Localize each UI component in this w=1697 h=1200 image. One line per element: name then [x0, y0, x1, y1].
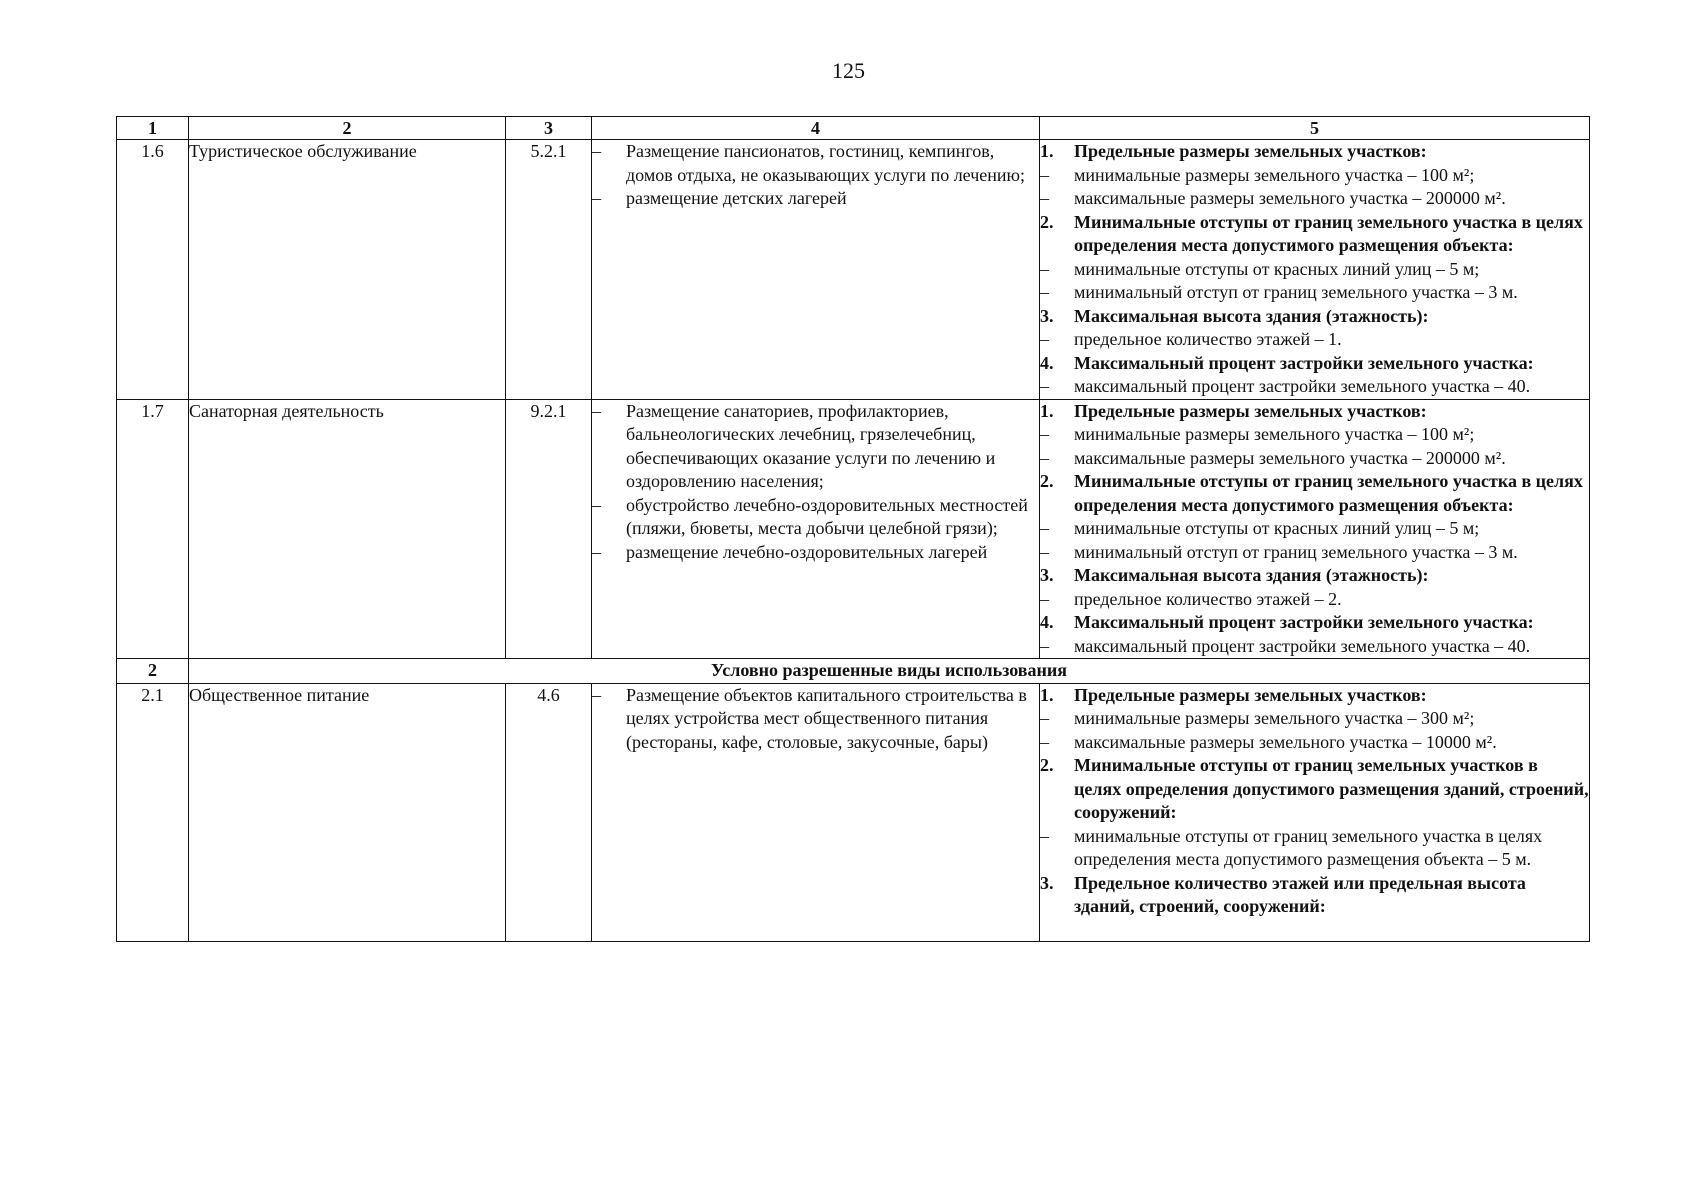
list-text: размещение лечебно-оздоровительных лагерей: [626, 541, 988, 562]
list-text: Максимальный процент застройки земельного участка:: [1074, 612, 1534, 632]
list-marker: –: [592, 188, 601, 208]
parameter-heading: [1040, 684, 1589, 708]
description-item: [592, 400, 1039, 494]
use-type-code: 4.6: [506, 683, 592, 941]
column-header: 2: [189, 117, 506, 140]
list-marker: 3.: [1040, 565, 1054, 585]
parameter-item: [1040, 328, 1589, 352]
parameter-item: [1040, 281, 1589, 305]
description-item: [592, 541, 1039, 565]
use-type-name: Туристическое обслуживание: [189, 140, 506, 400]
parameter-item: [1040, 164, 1589, 188]
use-type-name: Общественное питание: [189, 683, 506, 941]
table-row: [117, 140, 1590, 400]
use-type-code: 5.2.1: [506, 140, 592, 400]
list-marker: –: [1040, 731, 1049, 752]
list-marker: –: [1040, 258, 1049, 279]
parameter-heading: [1040, 611, 1589, 635]
row-number: 1.6: [117, 140, 189, 400]
list-text: обустройство лечебно-оздоровительных местностей (пляжи, бюветы, места добычи целебной грязи);: [626, 494, 1028, 538]
parameter-item: [1040, 588, 1589, 612]
parameter-item: [1040, 635, 1589, 659]
row-number: 2.1: [117, 683, 189, 941]
parameter-item: [1040, 825, 1589, 872]
parameter-item: [1040, 731, 1589, 755]
description-item: [592, 494, 1039, 541]
use-type-name: Санаторная деятельность: [189, 399, 506, 659]
column-header: 3: [506, 117, 592, 140]
list-marker: 3.: [1040, 305, 1054, 326]
list-text: предельное количество этажей – 2.: [1074, 588, 1342, 609]
list-marker: 4.: [1040, 352, 1054, 373]
list-marker: –: [1040, 282, 1049, 302]
section-number: 2: [117, 659, 189, 684]
list-marker: –: [592, 141, 601, 161]
list-marker: –: [592, 400, 601, 421]
list-marker: –: [1040, 329, 1049, 349]
list-marker: –: [592, 494, 601, 515]
list-text: минимальные размеры земельного участка – 100 м²;: [1074, 424, 1475, 444]
parameter-item: [1040, 541, 1589, 565]
list-text: минимальные размеры земельного участка – 100 м²;: [1074, 164, 1475, 185]
list-text: Максимальная высота здания (этажность):: [1074, 305, 1429, 326]
parameter-item: [1040, 447, 1589, 471]
table-header-row: [117, 117, 1590, 140]
parameter-heading: [1040, 872, 1589, 919]
list-text: Предельное количество этажей или предельная высота зданий, строений, сооружений:: [1074, 872, 1526, 916]
parameter-item: [1040, 375, 1589, 399]
list-marker: 2.: [1040, 755, 1054, 775]
list-text: Предельные размеры земельных участков:: [1074, 684, 1427, 705]
zoning-table: [116, 116, 1590, 942]
parameter-item: [1040, 423, 1589, 447]
section-title: Условно разрешенные виды использования: [189, 659, 1590, 684]
list-marker: –: [1040, 825, 1049, 846]
list-text: минимальные отступы от красных линий улиц – 5 м;: [1074, 518, 1480, 538]
list-marker: –: [1040, 447, 1049, 468]
list-marker: –: [1040, 588, 1049, 609]
parameter-item: [1040, 517, 1589, 541]
list-text: Предельные размеры земельных участков:: [1074, 400, 1427, 421]
list-text: Размещение объектов капитального строительства в целях устройства мест общественного питания (рестораны, кафе, столовые, закусочные, бары): [626, 684, 1027, 752]
parameter-item: [1040, 187, 1589, 211]
list-marker: 1.: [1040, 684, 1054, 705]
use-parameters: [1040, 683, 1590, 941]
list-marker: –: [1040, 164, 1049, 185]
parameter-heading: [1040, 470, 1589, 517]
use-description: [592, 399, 1040, 659]
parameter-heading: [1040, 352, 1589, 376]
list-text: максимальные размеры земельного участка – 10000 м².: [1074, 731, 1497, 752]
table-row: [117, 683, 1590, 941]
list-marker: –: [1040, 518, 1049, 538]
row-number: 1.7: [117, 399, 189, 659]
column-header: 4: [592, 117, 1040, 140]
list-text: Минимальные отступы от границ земельного участка в целях определения места допустимого размещения объекта:: [1074, 471, 1583, 515]
parameter-item: [1040, 707, 1589, 731]
list-marker: –: [1040, 424, 1049, 444]
list-text: размещение детских лагерей: [626, 188, 847, 208]
parameter-heading: [1040, 564, 1589, 588]
list-marker: –: [1040, 188, 1049, 208]
description-item: [592, 140, 1039, 187]
list-marker: 3.: [1040, 872, 1054, 893]
list-marker: 2.: [1040, 471, 1054, 491]
list-text: Размещение санаториев, профилакториев, бальнеологических лечебниц, грязелечебниц, обеспечивающих оказание услуги по лечению и оздоровлению населения;: [626, 400, 996, 491]
list-marker: –: [1040, 541, 1049, 562]
list-text: максимальный процент застройки земельного участка – 40.: [1074, 635, 1531, 656]
parameter-heading: [1040, 754, 1589, 825]
table-row: [117, 399, 1590, 659]
column-header: 1: [117, 117, 189, 140]
list-text: предельное количество этажей – 1.: [1074, 329, 1342, 349]
parameter-item: [1040, 258, 1589, 282]
list-text: Максимальная высота здания (этажность):: [1074, 565, 1429, 585]
list-marker: 1.: [1040, 141, 1054, 161]
list-text: Размещение пансионатов, гостиниц, кемпингов, домов отдыха, не оказывающих услуги по лечению;: [626, 141, 1025, 185]
list-text: Максимальный процент застройки земельного участка:: [1074, 352, 1534, 373]
parameter-heading: [1040, 211, 1589, 258]
use-type-code: 9.2.1: [506, 399, 592, 659]
parameter-heading: [1040, 305, 1589, 329]
list-text: максимальные размеры земельного участка – 200000 м².: [1074, 188, 1506, 208]
parameter-heading: [1040, 140, 1589, 164]
use-description: [592, 683, 1040, 941]
list-text: минимальные размеры земельного участка – 300 м²;: [1074, 708, 1475, 728]
list-marker: –: [1040, 635, 1049, 656]
list-text: Предельные размеры земельных участков:: [1074, 141, 1427, 161]
list-marker: 1.: [1040, 400, 1054, 421]
list-marker: –: [592, 684, 601, 705]
list-text: минимальные отступы от границ земельного участка в целях определения места допустимого размещения объекта – 5 м.: [1074, 825, 1543, 869]
page-number: 125: [832, 58, 865, 83]
parameter-heading: [1040, 400, 1589, 424]
list-marker: –: [1040, 376, 1049, 396]
list-text: Минимальные отступы от границ земельного участка в целях определения места допустимого размещения объекта:: [1074, 211, 1583, 255]
list-marker: –: [592, 541, 601, 562]
list-text: максимальный процент застройки земельного участка – 40.: [1074, 376, 1531, 396]
list-text: Минимальные отступы от границ земельных участков в целях определения допустимого размещения зданий, строений, сооружений:: [1074, 755, 1589, 822]
list-text: максимальные размеры земельного участка – 200000 м².: [1074, 447, 1506, 468]
list-marker: 2.: [1040, 211, 1054, 232]
description-item: [592, 187, 1039, 211]
list-text: минимальный отступ от границ земельного участка – 3 м.: [1074, 541, 1518, 562]
use-parameters: [1040, 140, 1590, 400]
description-item: [592, 684, 1039, 755]
list-marker: 4.: [1040, 612, 1054, 632]
use-parameters: [1040, 399, 1590, 659]
column-header: 5: [1040, 117, 1590, 140]
list-marker: –: [1040, 708, 1049, 728]
list-text: минимальные отступы от красных линий улиц – 5 м;: [1074, 258, 1480, 279]
use-description: [592, 140, 1040, 400]
section-row: [117, 659, 1590, 684]
list-text: минимальный отступ от границ земельного участка – 3 м.: [1074, 282, 1518, 302]
